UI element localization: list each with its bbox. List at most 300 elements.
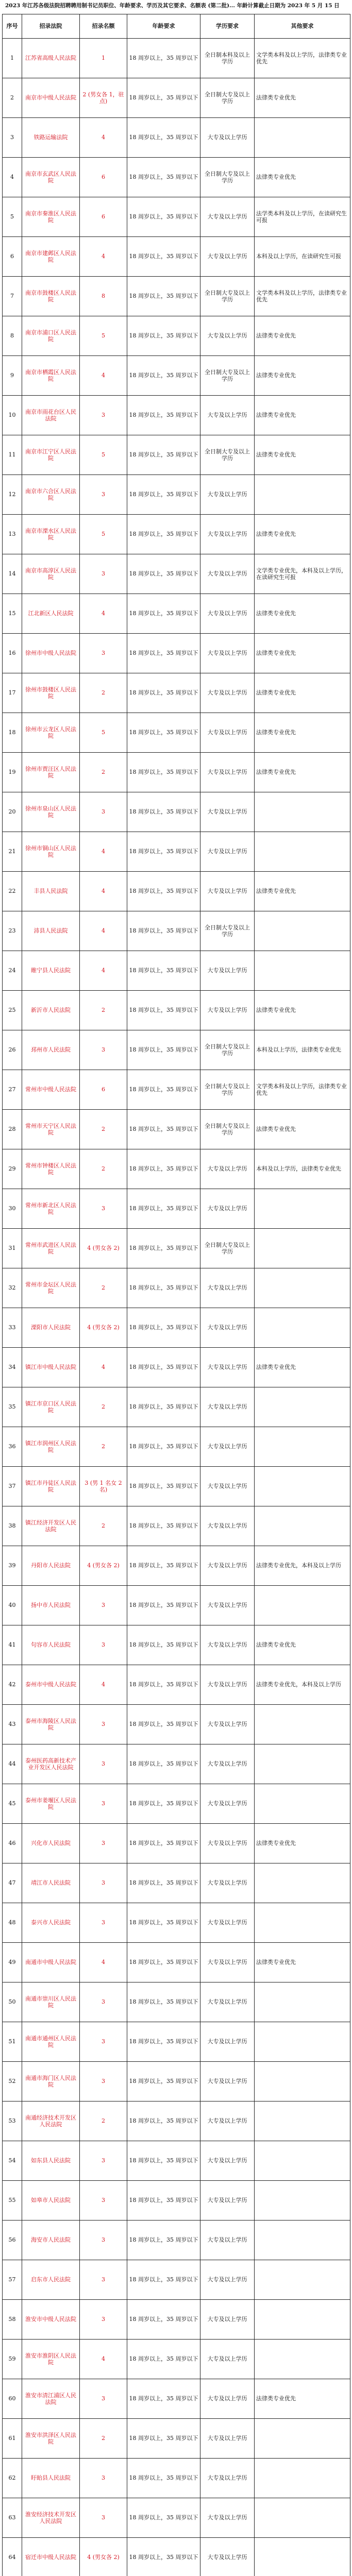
cell-age: 18 周岁以上，35 周岁以下 xyxy=(127,197,200,237)
cell-no: 43 xyxy=(3,1705,22,1744)
cell-quota: 3 xyxy=(80,1824,127,1863)
cell-education: 大专及以上学历 xyxy=(200,1268,255,1308)
table-row xyxy=(3,515,350,554)
table-row xyxy=(3,2102,350,2141)
cell-age: 18 周岁以上，35 周岁以下 xyxy=(127,2221,200,2260)
cell-education: 大专及以上学历 xyxy=(200,2102,255,2141)
cell-other xyxy=(255,2221,350,2260)
cell-other: 法律类专业优先 xyxy=(255,713,350,753)
cell-court: 靖江市人民法院 xyxy=(22,1863,80,1903)
table-row xyxy=(3,832,350,872)
cell-other xyxy=(255,2538,350,2576)
cell-court: 徐州市云龙区人民法院 xyxy=(22,713,80,753)
cell-other xyxy=(255,2498,350,2538)
cell-other xyxy=(255,1982,350,2022)
cell-age: 18 周岁以上，35 周岁以下 xyxy=(127,1149,200,1189)
cell-quota: 3 xyxy=(80,2062,127,2102)
cell-education: 大专及以上学历 xyxy=(200,1903,255,1943)
cell-other xyxy=(255,1903,350,1943)
cell-court: 镇江市中级人民法院 xyxy=(22,1348,80,1387)
cell-age: 18 周岁以上，35 周岁以下 xyxy=(127,237,200,277)
table-row xyxy=(3,2419,350,2459)
cell-age: 18 周岁以上，35 周岁以下 xyxy=(127,911,200,951)
cell-education: 大专及以上学历 xyxy=(200,673,255,713)
cell-age: 18 周岁以上，35 周岁以下 xyxy=(127,1427,200,1467)
cell-court: 沛县人民法院 xyxy=(22,911,80,951)
recruitment-table xyxy=(2,14,350,2576)
cell-quota: 2 xyxy=(80,753,127,792)
cell-age: 18 周岁以上，35 周岁以下 xyxy=(127,2141,200,2181)
cell-quota: 3 xyxy=(80,475,127,515)
table-row xyxy=(3,237,350,277)
cell-other xyxy=(255,2102,350,2141)
cell-education: 大专及以上学历 xyxy=(200,1863,255,1903)
cell-quota: 3 xyxy=(80,396,127,435)
cell-age: 18 周岁以上，35 周岁以下 xyxy=(127,2102,200,2141)
cell-age: 18 周岁以上，35 周岁以下 xyxy=(127,1070,200,1110)
cell-education: 大专及以上学历 xyxy=(200,2062,255,2102)
table-row xyxy=(3,118,350,158)
cell-education: 大专及以上学历 xyxy=(200,2498,255,2538)
cell-court: 南京市六合区人民法院 xyxy=(22,475,80,515)
cell-other: 法律类专业优先 xyxy=(255,158,350,197)
cell-other xyxy=(255,2340,350,2379)
cell-quota: 3 xyxy=(80,1705,127,1744)
cell-other: 文学类本科及以上学历，法律类专业优先 xyxy=(255,1070,350,1110)
cell-no: 59 xyxy=(3,2340,22,2379)
cell-no: 25 xyxy=(3,991,22,1030)
cell-other: 本科及以上学历，法律类专业优先 xyxy=(255,1149,350,1189)
cell-education: 大专及以上学历 xyxy=(200,1784,255,1824)
cell-no: 56 xyxy=(3,2221,22,2260)
cell-court: 常州市中级人民法院 xyxy=(22,1070,80,1110)
cell-court: 南京市玄武区人民法院 xyxy=(22,158,80,197)
table-row xyxy=(3,2181,350,2221)
header-age: 年龄要求 xyxy=(127,14,200,39)
cell-education: 大专及以上学历 xyxy=(200,2459,255,2498)
cell-court: 南京市高淳区人民法院 xyxy=(22,554,80,594)
table-row xyxy=(3,911,350,951)
cell-age: 18 周岁以上，35 周岁以下 xyxy=(127,1189,200,1229)
cell-quota: 2 xyxy=(80,991,127,1030)
cell-no: 44 xyxy=(3,1744,22,1784)
table-row xyxy=(3,713,350,753)
cell-education: 大专及以上学历 xyxy=(200,1824,255,1863)
cell-education: 大专及以上学历 xyxy=(200,1387,255,1427)
cell-education: 大专及以上学历 xyxy=(200,951,255,991)
table-row xyxy=(3,554,350,594)
cell-other xyxy=(255,911,350,951)
cell-age: 18 周岁以上，35 周岁以下 xyxy=(127,396,200,435)
cell-court: 丹阳市人民法院 xyxy=(22,1546,80,1586)
cell-quota: 2 xyxy=(80,1149,127,1189)
cell-quota: 2 xyxy=(80,1506,127,1546)
table-row xyxy=(3,1546,350,1586)
cell-other xyxy=(255,1586,350,1625)
cell-education: 大专及以上学历 xyxy=(200,554,255,594)
document-title: 2023 年江苏各级法院招聘聘用制书记员职位、年龄要求、学历及其它要求、名额表 (第二批)... 年龄计算截止日期为 2023 年 5 月 15 日 xyxy=(5,3,340,9)
cell-education: 大专及以上学历 xyxy=(200,1189,255,1229)
cell-quota: 3 xyxy=(80,1189,127,1229)
cell-education: 大专及以上学历 xyxy=(200,2379,255,2419)
cell-other: 法律类专业优先，本科及以上学历 xyxy=(255,1546,350,1586)
cell-age: 18 周岁以上，35 周岁以下 xyxy=(127,118,200,158)
cell-no: 39 xyxy=(3,1546,22,1586)
cell-other: 本科及以上学历，法律类专业优先 xyxy=(255,1030,350,1070)
cell-court: 宿迁市中级人民法院 xyxy=(22,2538,80,2576)
cell-education: 大专及以上学历 xyxy=(200,753,255,792)
cell-education: 大专及以上学历 xyxy=(200,2419,255,2459)
cell-other xyxy=(255,118,350,158)
cell-court: 江北新区人民法院 xyxy=(22,594,80,634)
cell-education: 大专及以上学历 xyxy=(200,1149,255,1189)
cell-age: 18 周岁以上，35 周岁以下 xyxy=(127,1824,200,1863)
cell-age: 18 周岁以上，35 周岁以下 xyxy=(127,1467,200,1506)
table-row xyxy=(3,1665,350,1705)
cell-age: 18 周岁以上，35 周岁以下 xyxy=(127,1546,200,1586)
cell-other xyxy=(255,1705,350,1744)
cell-age: 18 周岁以上，35 周岁以下 xyxy=(127,991,200,1030)
table-row xyxy=(3,78,350,118)
cell-quota: 3 xyxy=(80,1030,127,1070)
cell-other: 文学类本科及以上学历，法律类专业优先 xyxy=(255,39,350,78)
table-row xyxy=(3,2062,350,2102)
cell-court: 盱眙县人民法院 xyxy=(22,2459,80,2498)
cell-quota: 3 xyxy=(80,2379,127,2419)
cell-age: 18 周岁以上，35 周岁以下 xyxy=(127,1506,200,1546)
table-body xyxy=(3,39,350,2576)
cell-quota: 2 xyxy=(80,2102,127,2141)
cell-other xyxy=(255,2260,350,2300)
cell-education: 大专及以上学历 xyxy=(200,2141,255,2181)
cell-court: 淮安经济技术开发区人民法院 xyxy=(22,2498,80,2538)
cell-education: 全日制大专及以上学历 xyxy=(200,1030,255,1070)
cell-education: 大专及以上学历 xyxy=(200,1744,255,1784)
cell-no: 26 xyxy=(3,1030,22,1070)
cell-court: 南京市江宁区人民法院 xyxy=(22,435,80,475)
cell-other: 法律类专业优先 xyxy=(255,673,350,713)
cell-no: 42 xyxy=(3,1665,22,1705)
cell-age: 18 周岁以上，35 周岁以下 xyxy=(127,753,200,792)
cell-quota: 4 xyxy=(80,951,127,991)
cell-quota: 4 (男女各 2) xyxy=(80,1546,127,1586)
cell-court: 南通经济技术开发区人民法院 xyxy=(22,2102,80,2141)
cell-age: 18 周岁以上，35 周岁以下 xyxy=(127,1308,200,1348)
cell-education: 全日制大专及以上学历 xyxy=(200,78,255,118)
cell-other xyxy=(255,1427,350,1467)
cell-no: 34 xyxy=(3,1348,22,1387)
cell-court: 泰州市中级人民法院 xyxy=(22,1665,80,1705)
cell-quota: 4 xyxy=(80,594,127,634)
cell-court: 南通市中级人民法院 xyxy=(22,1943,80,1982)
cell-no: 19 xyxy=(3,753,22,792)
cell-no: 22 xyxy=(3,872,22,911)
cell-quota: 4 xyxy=(80,911,127,951)
cell-quota: 4 xyxy=(80,118,127,158)
cell-court: 睢宁县人民法院 xyxy=(22,951,80,991)
cell-no: 30 xyxy=(3,1189,22,1229)
cell-quota: 6 xyxy=(80,197,127,237)
cell-court: 镇江市丹徒区人民法院 xyxy=(22,1467,80,1506)
cell-education: 大专及以上学历 xyxy=(200,1348,255,1387)
cell-age: 18 周岁以上，35 周岁以下 xyxy=(127,2498,200,2538)
cell-other xyxy=(255,2181,350,2221)
table-row xyxy=(3,1943,350,1982)
cell-court: 江苏省高级人民法院 xyxy=(22,39,80,78)
cell-age: 18 周岁以上，35 周岁以下 xyxy=(127,554,200,594)
cell-quota: 3 xyxy=(80,2498,127,2538)
table-row xyxy=(3,1110,350,1149)
cell-education: 大专及以上学历 xyxy=(200,1427,255,1467)
cell-other xyxy=(255,475,350,515)
cell-quota: 2 xyxy=(80,1387,127,1427)
cell-other xyxy=(255,1784,350,1824)
table-row xyxy=(3,673,350,713)
cell-age: 18 周岁以上，35 周岁以下 xyxy=(127,1110,200,1149)
table-row xyxy=(3,1149,350,1189)
cell-education: 大专及以上学历 xyxy=(200,832,255,872)
cell-other: 法律类专业优先 xyxy=(255,991,350,1030)
cell-quota: 3 xyxy=(80,1982,127,2022)
cell-education: 全日制大专及以上学历 xyxy=(200,1229,255,1268)
cell-other: 本科及以上学历，在读研究生可报 xyxy=(255,237,350,277)
cell-court: 徐州市贾汪区人民法院 xyxy=(22,753,80,792)
cell-quota: 1 xyxy=(80,39,127,78)
cell-no: 54 xyxy=(3,2141,22,2181)
cell-court: 徐州市泉山区人民法院 xyxy=(22,792,80,832)
cell-court: 兴化市人民法院 xyxy=(22,1824,80,1863)
cell-court: 铁路运输法院 xyxy=(22,118,80,158)
table-row xyxy=(3,594,350,634)
table-row xyxy=(3,277,350,316)
cell-education: 大专及以上学历 xyxy=(200,237,255,277)
cell-other: 法律类专业优先 xyxy=(255,396,350,435)
cell-age: 18 周岁以上，35 周岁以下 xyxy=(127,316,200,356)
cell-quota: 5 xyxy=(80,713,127,753)
header-quota: 招录名额 xyxy=(80,14,127,39)
table-row xyxy=(3,1784,350,1824)
cell-quota: 4 xyxy=(80,2340,127,2379)
table-row xyxy=(3,2498,350,2538)
cell-no: 63 xyxy=(3,2498,22,2538)
cell-quota: 3 xyxy=(80,2141,127,2181)
cell-quota: 3 xyxy=(80,2181,127,2221)
cell-court: 常州市新北区人民法院 xyxy=(22,1189,80,1229)
cell-no: 14 xyxy=(3,554,22,594)
cell-court: 南京市秦淮区人民法院 xyxy=(22,197,80,237)
cell-court: 邳州市人民法院 xyxy=(22,1030,80,1070)
table-row xyxy=(3,872,350,911)
cell-court: 南京市建邺区人民法院 xyxy=(22,237,80,277)
cell-court: 镇江市京口区人民法院 xyxy=(22,1387,80,1427)
cell-quota: 3 xyxy=(80,1903,127,1943)
table-row xyxy=(3,435,350,475)
cell-other: 法学类本科及以上学历，在读研究生可报 xyxy=(255,197,350,237)
cell-quota: 3 xyxy=(80,1586,127,1625)
cell-education: 大专及以上学历 xyxy=(200,1705,255,1744)
cell-quota: 3 xyxy=(80,2260,127,2300)
table-row xyxy=(3,2459,350,2498)
cell-no: 48 xyxy=(3,1903,22,1943)
table-row xyxy=(3,1268,350,1308)
table-row xyxy=(3,1030,350,1070)
cell-other xyxy=(255,1189,350,1229)
cell-age: 18 周岁以上，35 周岁以下 xyxy=(127,951,200,991)
cell-court: 常州市武进区人民法院 xyxy=(22,1229,80,1268)
cell-quota: 3 xyxy=(80,2300,127,2340)
cell-education: 大专及以上学历 xyxy=(200,1943,255,1982)
cell-quota: 4 xyxy=(80,872,127,911)
cell-education: 大专及以上学历 xyxy=(200,2181,255,2221)
table-row xyxy=(3,2340,350,2379)
cell-education: 全日制大专及以上学历 xyxy=(200,158,255,197)
cell-other: 法律类专业优先 xyxy=(255,316,350,356)
cell-court: 淮安市洪泽区人民法院 xyxy=(22,2419,80,2459)
table-row xyxy=(3,1982,350,2022)
table-row xyxy=(3,1070,350,1110)
cell-court: 如皋市人民法院 xyxy=(22,2181,80,2221)
cell-age: 18 周岁以上，35 周岁以下 xyxy=(127,356,200,396)
cell-quota: 4 xyxy=(80,1348,127,1387)
header-education: 学历要求 xyxy=(200,14,255,39)
table-row xyxy=(3,316,350,356)
cell-other xyxy=(255,2141,350,2181)
table-row xyxy=(3,356,350,396)
cell-other: 法律类专业优先 xyxy=(255,1348,350,1387)
cell-quota: 8 xyxy=(80,277,127,316)
table-row xyxy=(3,1229,350,1268)
cell-age: 18 周岁以上，35 周岁以下 xyxy=(127,1625,200,1665)
table-row xyxy=(3,1586,350,1625)
cell-court: 南京市栖霞区人民法院 xyxy=(22,356,80,396)
table-row xyxy=(3,396,350,435)
cell-age: 18 周岁以上，35 周岁以下 xyxy=(127,78,200,118)
cell-education: 全日制本科及以上学历 xyxy=(200,39,255,78)
cell-age: 18 周岁以上，35 周岁以下 xyxy=(127,2300,200,2340)
cell-age: 18 周岁以上，35 周岁以下 xyxy=(127,2379,200,2419)
cell-education: 全日制大专及以上学历 xyxy=(200,911,255,951)
cell-no: 11 xyxy=(3,435,22,475)
cell-other xyxy=(255,1268,350,1308)
cell-quota: 3 xyxy=(80,1784,127,1824)
cell-other xyxy=(255,1387,350,1427)
table-row xyxy=(3,1824,350,1863)
cell-no: 47 xyxy=(3,1863,22,1903)
cell-education: 大专及以上学历 xyxy=(200,1467,255,1506)
cell-court: 南京市浦口区人民法院 xyxy=(22,316,80,356)
cell-age: 18 周岁以上，35 周岁以下 xyxy=(127,2459,200,2498)
cell-no: 23 xyxy=(3,911,22,951)
cell-other xyxy=(255,1467,350,1506)
cell-no: 24 xyxy=(3,951,22,991)
cell-other xyxy=(255,792,350,832)
table-row xyxy=(3,1427,350,1467)
cell-age: 18 周岁以上，35 周岁以下 xyxy=(127,1586,200,1625)
cell-age: 18 周岁以上，35 周岁以下 xyxy=(127,2340,200,2379)
cell-education: 全日制大专及以上学历 xyxy=(200,435,255,475)
cell-education: 全日制大专及以上学历 xyxy=(200,277,255,316)
cell-court: 镇江经济开发区人民法院 xyxy=(22,1506,80,1546)
table-row xyxy=(3,2260,350,2300)
cell-age: 18 周岁以上，35 周岁以下 xyxy=(127,2062,200,2102)
table-row xyxy=(3,753,350,792)
cell-education: 大专及以上学历 xyxy=(200,2221,255,2260)
cell-quota: 2 xyxy=(80,1427,127,1467)
cell-quota: 3 xyxy=(80,554,127,594)
cell-no: 64 xyxy=(3,2538,22,2576)
cell-age: 18 周岁以上，35 周岁以下 xyxy=(127,1348,200,1387)
cell-age: 18 周岁以上，35 周岁以下 xyxy=(127,1268,200,1308)
cell-age: 18 周岁以上，35 周岁以下 xyxy=(127,1030,200,1070)
cell-education: 大专及以上学历 xyxy=(200,1625,255,1665)
cell-education: 全日制大专及以上学历 xyxy=(200,1110,255,1149)
table-row xyxy=(3,197,350,237)
cell-other: 法律类专业优先 xyxy=(255,2379,350,2419)
table-row xyxy=(3,634,350,673)
cell-education: 大专及以上学历 xyxy=(200,515,255,554)
cell-court: 南京市雨花台区人民法院 xyxy=(22,396,80,435)
cell-education: 大专及以上学历 xyxy=(200,118,255,158)
cell-court: 南通市通州区人民法院 xyxy=(22,2022,80,2062)
table-row xyxy=(3,2221,350,2260)
cell-no: 20 xyxy=(3,792,22,832)
table-row xyxy=(3,1506,350,1546)
cell-no: 33 xyxy=(3,1308,22,1348)
cell-age: 18 周岁以上，35 周岁以下 xyxy=(127,2538,200,2576)
cell-quota: 5 xyxy=(80,316,127,356)
cell-quota: 2 xyxy=(80,2419,127,2459)
cell-quota: 3 xyxy=(80,792,127,832)
cell-quota: 3 xyxy=(80,2022,127,2062)
table-row xyxy=(3,1387,350,1427)
cell-other: 法律类专业优先 xyxy=(255,872,350,911)
cell-age: 18 周岁以上，35 周岁以下 xyxy=(127,1863,200,1903)
table-row xyxy=(3,1903,350,1943)
cell-no: 60 xyxy=(3,2379,22,2419)
cell-no: 38 xyxy=(3,1506,22,1546)
cell-other: 法律类专业优先 xyxy=(255,515,350,554)
cell-other: 法律类专业优先 xyxy=(255,594,350,634)
cell-other: 法律类专业优先 xyxy=(255,78,350,118)
cell-court: 海安市人民法院 xyxy=(22,2221,80,2260)
cell-age: 18 周岁以上，35 周岁以下 xyxy=(127,1387,200,1427)
cell-court: 新沂市人民法院 xyxy=(22,991,80,1030)
table-row xyxy=(3,39,350,78)
cell-age: 18 周岁以上，35 周岁以下 xyxy=(127,594,200,634)
cell-education: 大专及以上学历 xyxy=(200,872,255,911)
document-page xyxy=(2,0,350,2576)
header-no: 序号 xyxy=(3,14,22,39)
cell-no: 32 xyxy=(3,1268,22,1308)
cell-education: 全日制大专及以上学历 xyxy=(200,1070,255,1110)
table-row xyxy=(3,1189,350,1229)
cell-other: 法律类专业优先 xyxy=(255,1943,350,1982)
cell-court: 如东县人民法院 xyxy=(22,2141,80,2181)
cell-court: 常州市钟楼区人民法院 xyxy=(22,1149,80,1189)
cell-no: 45 xyxy=(3,1784,22,1824)
cell-no: 58 xyxy=(3,2300,22,2340)
cell-age: 18 周岁以上，35 周岁以下 xyxy=(127,475,200,515)
cell-quota: 4 xyxy=(80,832,127,872)
cell-quota: 3 xyxy=(80,1625,127,1665)
cell-education: 大专及以上学历 xyxy=(200,2022,255,2062)
cell-court: 淮安市中级人民法院 xyxy=(22,2300,80,2340)
cell-no: 9 xyxy=(3,356,22,396)
cell-other: 法律类专业优先 xyxy=(255,1625,350,1665)
cell-no: 4 xyxy=(3,158,22,197)
cell-age: 18 周岁以上，35 周岁以下 xyxy=(127,2419,200,2459)
cell-age: 18 周岁以上，35 周岁以下 xyxy=(127,2181,200,2221)
